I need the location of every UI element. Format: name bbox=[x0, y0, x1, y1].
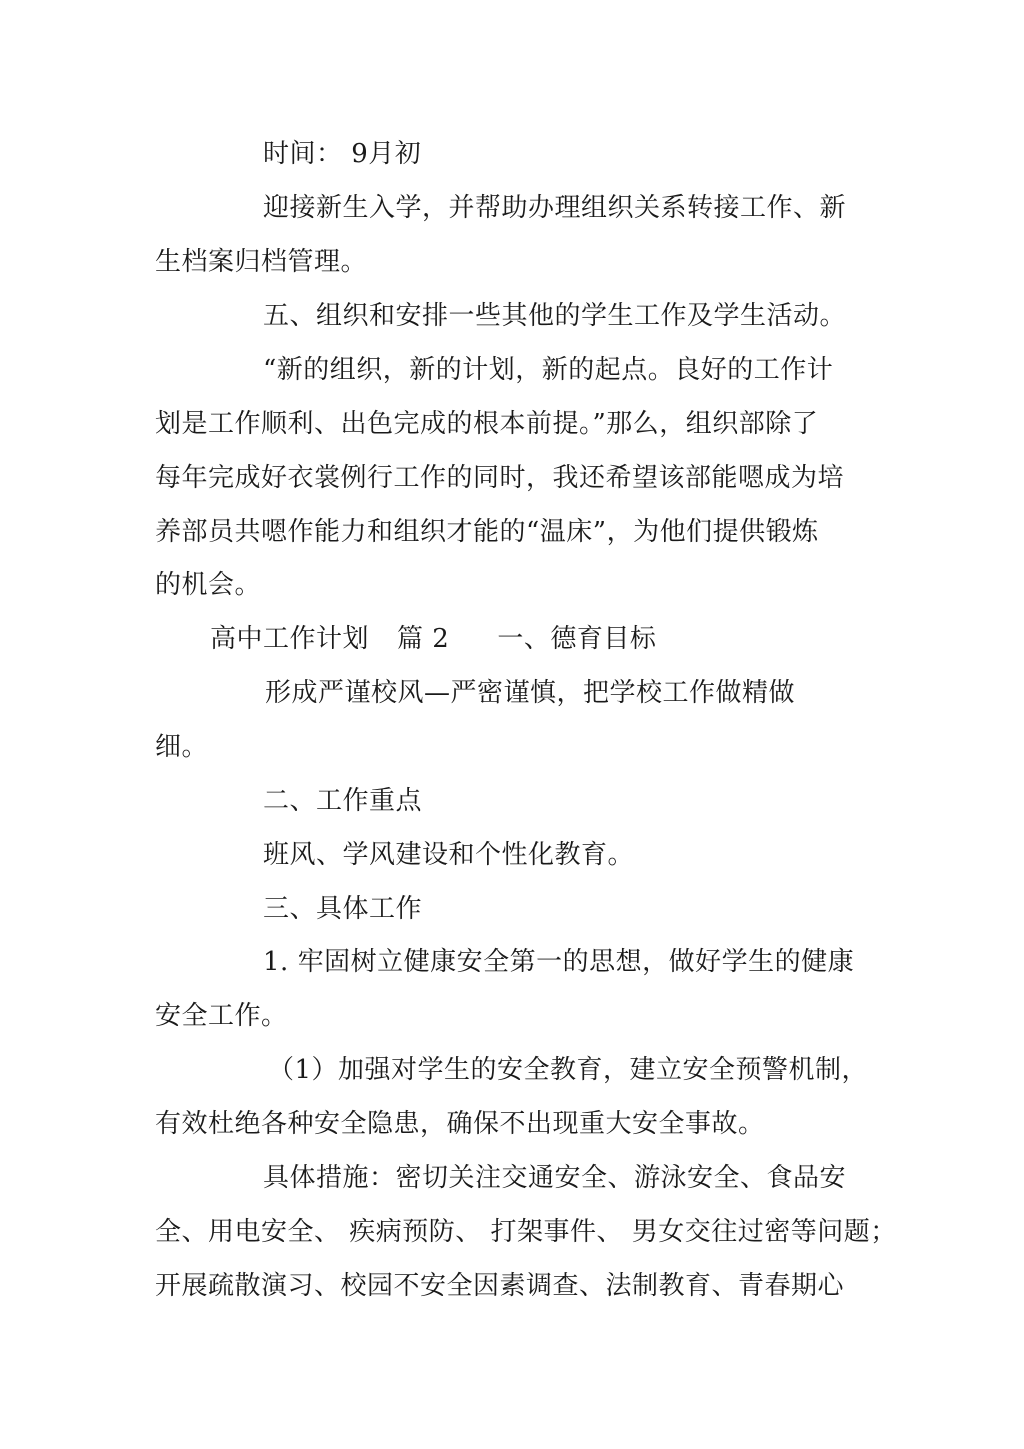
text-line-section-five: 五、组织和安排一些其他的学生工作及学生活动。 bbox=[263, 301, 847, 331]
text-line: 安全工作。 bbox=[155, 1001, 288, 1031]
text-line: 的机会。 bbox=[155, 570, 262, 600]
text-line: 开展疏散演习、校园不安全因素调查、法制教育、青春期心 bbox=[155, 1271, 845, 1301]
heading-title: 高中工作计划 bbox=[210, 624, 370, 654]
text-line: 划是工作顺利、出色完成的根本前提。”那么，组织部除了 bbox=[155, 409, 819, 439]
text-line: 迎接新生入学，并帮助办理组织关系转接工作、新 bbox=[263, 193, 847, 223]
text-line: 全、用电安全、 疾病预防、 打架事件、 男女交往过密等问题； bbox=[155, 1217, 897, 1247]
text-line: 生档案归档管理。 bbox=[155, 247, 368, 277]
text-line: “新的组织，新的计划，新的起点。良好的工作计 bbox=[263, 355, 834, 385]
text-line: 形成严谨校风—严密谨慎，把学校工作做精做 bbox=[265, 678, 796, 708]
heading-part: 篇 2 bbox=[397, 624, 450, 654]
text-line-section-two: 二、工作重点 bbox=[263, 786, 423, 816]
text-line: 具体措施：密切关注交通安全、游泳安全、食品安 bbox=[263, 1163, 847, 1193]
heading-section: 一、德育目标 bbox=[497, 624, 657, 654]
text-line-time: 时间： 9月初 bbox=[263, 139, 422, 169]
text-line: 班风、学风建设和个性化教育。 bbox=[263, 840, 635, 870]
text-line-section-three: 三、具体工作 bbox=[263, 894, 423, 924]
text-line: （1）加强对学生的安全教育，建立安全预警机制， bbox=[268, 1055, 869, 1085]
text-line: 有效杜绝各种安全隐患，确保不出现重大安全事故。 bbox=[155, 1109, 765, 1139]
text-line: 细。 bbox=[155, 732, 209, 762]
text-line: 养部员共嗯作能力和组织才能的“温床”，为他们提供锻炼 bbox=[155, 517, 819, 547]
text-line: 1. 牢固树立健康安全第一的思想，做好学生的健康 bbox=[263, 947, 855, 977]
text-line: 每年完成好衣裳例行工作的同时，我还希望该部能嗯成为培 bbox=[155, 463, 845, 493]
section-heading bbox=[210, 622, 656, 656]
